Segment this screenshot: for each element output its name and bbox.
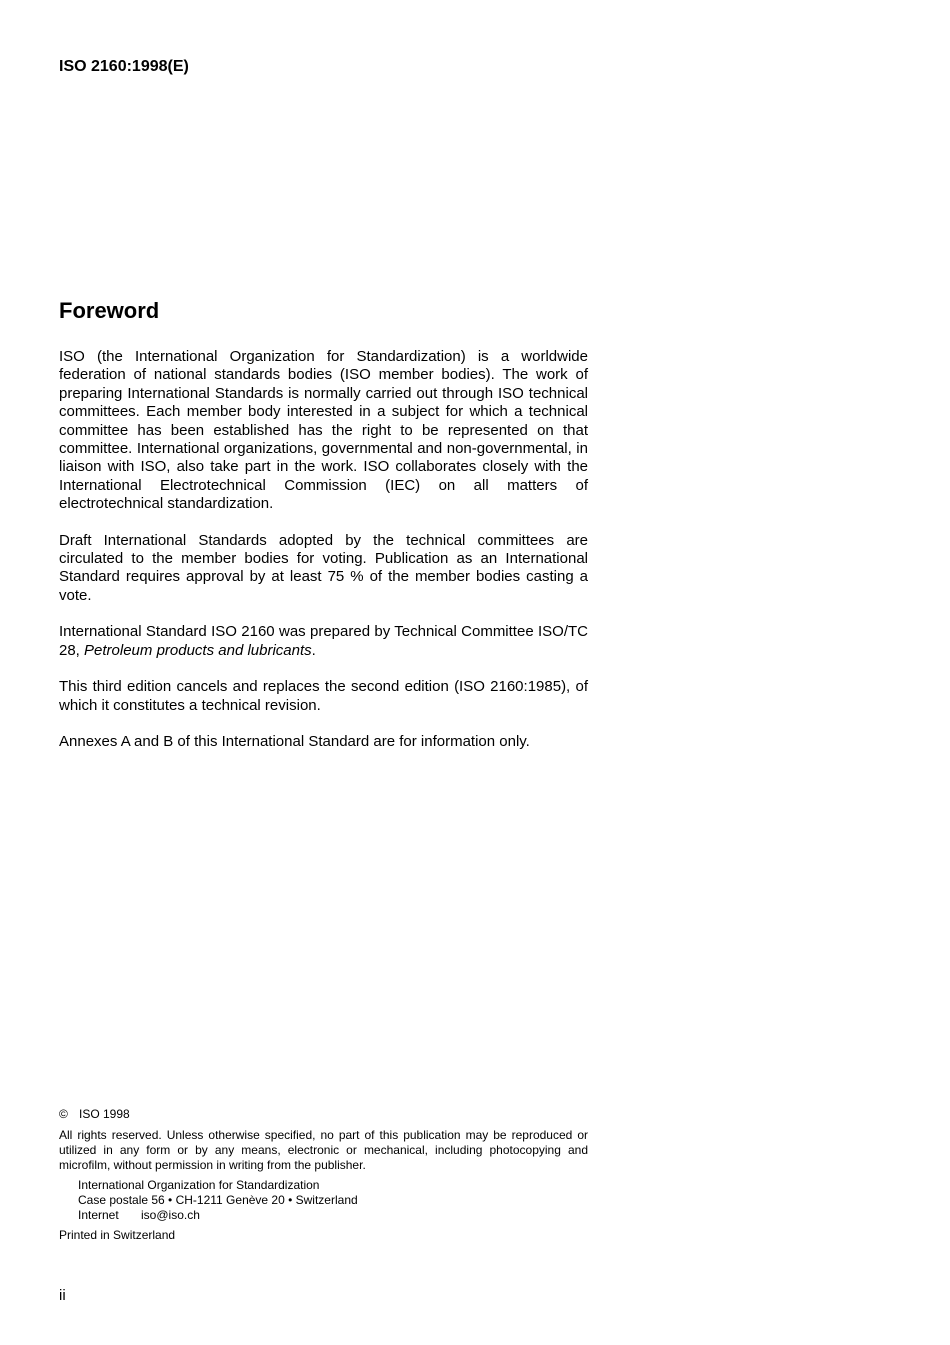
internet-line [78,1208,588,1223]
internet-address: iso@iso.ch [141,1208,200,1222]
foreword-paragraph-3 [59,623,588,660]
page-number: ii [59,1287,66,1304]
organization-name: International Organization for Standardization [78,1178,320,1192]
document-code: ISO 2160:1998(E) [59,58,189,75]
foreword-paragraph-2: Draft International Standards adopted by the technical committees are circulated to the member bodies for voting. Publication as an International Standard requires approval by at least 75 % of the member bodies casting a vote. [59,531,588,604]
copyright-footer [59,1107,588,1243]
paragraph-3-text-after: . [311,641,316,659]
copyright-text: ISO 1998 [79,1107,130,1121]
foreword-body [59,348,588,769]
committee-title: Petroleum products and lubricants [84,641,312,659]
copyright-line [59,1107,588,1122]
postal-address: Case postale 56 • CH-1211 Genève 20 • Switzerland [78,1193,358,1207]
foreword-paragraph-1: ISO (the International Organization for Standardization) is a worldwide federation of national standards bodies (ISO member bodies). The work of preparing International Standards is normally carried out through ISO technical committees. Each member body interested in a subject for which a technical committee has been established has the right to be represented on that committee. International organizations, governmental and non-governmental, in liaison with ISO, also take part in the work. ISO collaborates closely with the International Electrotechnical Commission (IEC) on all matters of electrotechnical standardization. [59,348,588,513]
printed-in: Printed in Switzerland [59,1228,176,1242]
paragraph-3-text-before: International Standard ISO 2160 was prepared by Technical Committee ISO/TC 28, [59,623,588,659]
foreword-title: Foreword [59,298,160,323]
foreword-paragraph-4: This third edition cancels and replaces the second edition (ISO 2160:1985), of which it constitutes a technical revision. [59,678,588,714]
internet-label: Internet [78,1208,119,1222]
publisher-address [78,1178,588,1223]
foreword-paragraph-5: Annexes A and B of this International Standard are for information only. [59,732,530,750]
copyright-symbol: © [59,1107,68,1121]
rights-notice: All rights reserved. Unless otherwise specified, no part of this publication may be reproduced or utilized in any form or by any means, electronic or mechanical, including photocopying and microfilm, without permission in writing from the publisher. [59,1128,588,1172]
